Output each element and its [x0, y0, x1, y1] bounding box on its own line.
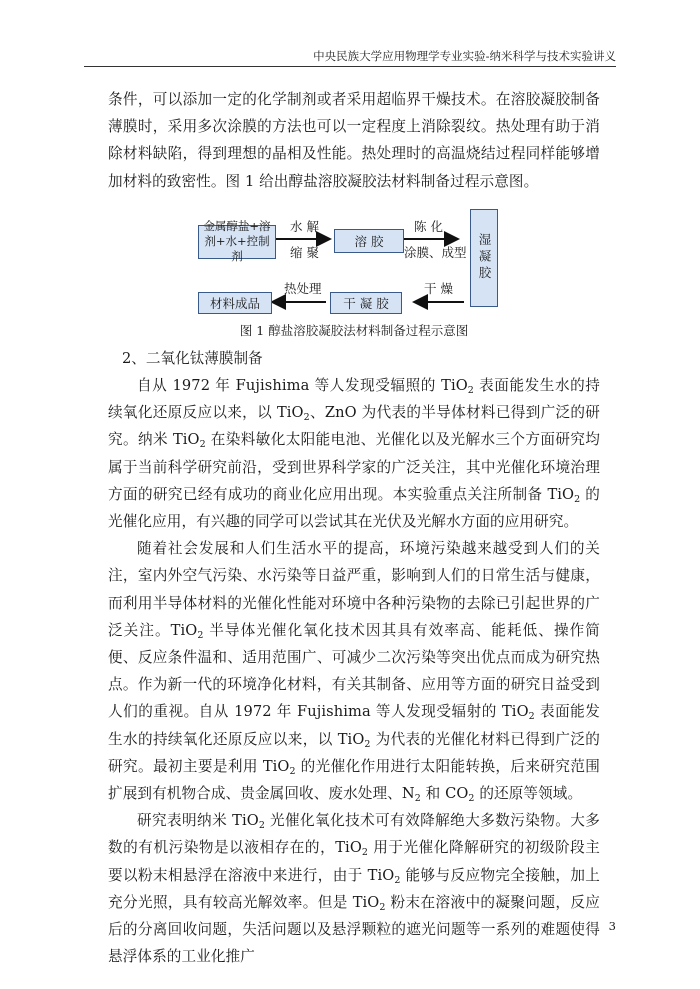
- paragraph-1: 自从 1972 年 Fujishima 等人发现受辐照的 TiO$_2$ 表面能发生水的持续氧化还原反应以来，以 TiO$_2$、ZnO 为代表的半导体材料已得到广泛的研究。纳米 TiO$_2$ 在染料敏化太阳能电池、光催化以及光解水三个方面研究均属于当前科学研究前沿，受到世界科学家的广泛关注，其中光催化环境治理方面的研究已经有成功的商业化应用出现。本实验重点关注所制备 TiO$_2$ 的光催化应用，有兴趣的同学可以尝试其在光伏及光解水方面的应用研究。: [108, 377, 601, 531]
- section-title: 2、二氧化钛薄膜制备: [122, 349, 263, 367]
- paragraph-3: 研究表明纳米 TiO$_2$ 光催化氧化技术可有效降解绝大多数污染物。大多数的有机污染物是以液相存在的，TiO$_2$ 用于光催化降解研究的初级阶段主要以粉末相悬浮在溶液中来进行，由于 TiO$_2$ 能够与反应物完全接触，加上充分光照，具有较高光解效率。但是 TiO$_2$ 粉末在溶液中的凝聚问题，反应后的分离回收问题，失活问题以及悬浮颗粒的遮光问题等一系列的难题使得悬浮体系的工业化推广: [108, 812, 600, 966]
- label-hydrolysis: 水 解: [290, 218, 319, 234]
- label-aging: 陈 化: [414, 218, 443, 234]
- figure-caption: 图 1 醇盐溶胶凝胶法材料制备过程示意图: [239, 322, 469, 338]
- page-content: [108, 86, 600, 970]
- page-header: 中央民族大学应用物理学专业实验-纳米科学与技术实验讲义: [313, 49, 616, 63]
- box-dry-gel: 干 凝 胶: [330, 292, 402, 314]
- label-heat: 热处理: [284, 280, 322, 296]
- header-rule: [84, 66, 616, 67]
- box-metal-alkoxide: 金属醇盐+溶剂+水+控制剂: [198, 225, 276, 259]
- label-drying: 干 燥: [424, 280, 453, 296]
- flow-diagram: [108, 199, 600, 343]
- label-condensation: 缩 聚: [290, 244, 319, 260]
- page-number: 3: [608, 919, 616, 933]
- paragraph-2: 随着社会发展和人们生活水平的提高，环境污染越来越受到人们的关注，室内外空气污染、水污染等日益严重，影响到人们的日常生活与健康，而利用半导体材料的光催化性能对环境中各种污染物的去除已引起世界的广泛关注。TiO$_2$ 半导体光催化氧化技术因其具有效率高、能耗低、操作简便、反应条件温和、适用范围广、可减少二次污染等突出优点而成为研究热点。作为新一代的环境净化材料，有关其制备、应用等方面的研究日益受到人们的重视。自从 1972 年 Fujishima 等人发现受辐射的 TiO$_2$ 表面能发生水的持续氧化还原反应以来，以 TiO$_2$ 为代表的光催化材料已得到广泛的研究。最初主要是利用 TiO$_2$ 的光催化作用进行太阳能转换，后来研究范围扩展到有机物合成、贵金属回收、废水处理、$N_2$ 和 $CO_2$ 的还原等领域。: [108, 540, 601, 805]
- box-sol: 溶 胶: [334, 229, 404, 253]
- intro-paragraph: 条件，可以添加一定的化学制剂或者采用超临界干燥技术。在溶胶凝胶制备薄膜时，采用多次涂膜的方法也可以一定程度上消除裂纹。热处理有助于消除材料缺陷，得到理想的晶相及性能。热处理时的高温烧结过程同样能够增加材料的致密性。图 1 给出醇盐溶胶凝胶法材料制备过程示意图。: [108, 91, 600, 190]
- box-wet-gel: 湿凝胶: [470, 209, 498, 307]
- box-product: 材料成品: [198, 292, 272, 314]
- label-coating: 涂膜、成型: [404, 244, 467, 260]
